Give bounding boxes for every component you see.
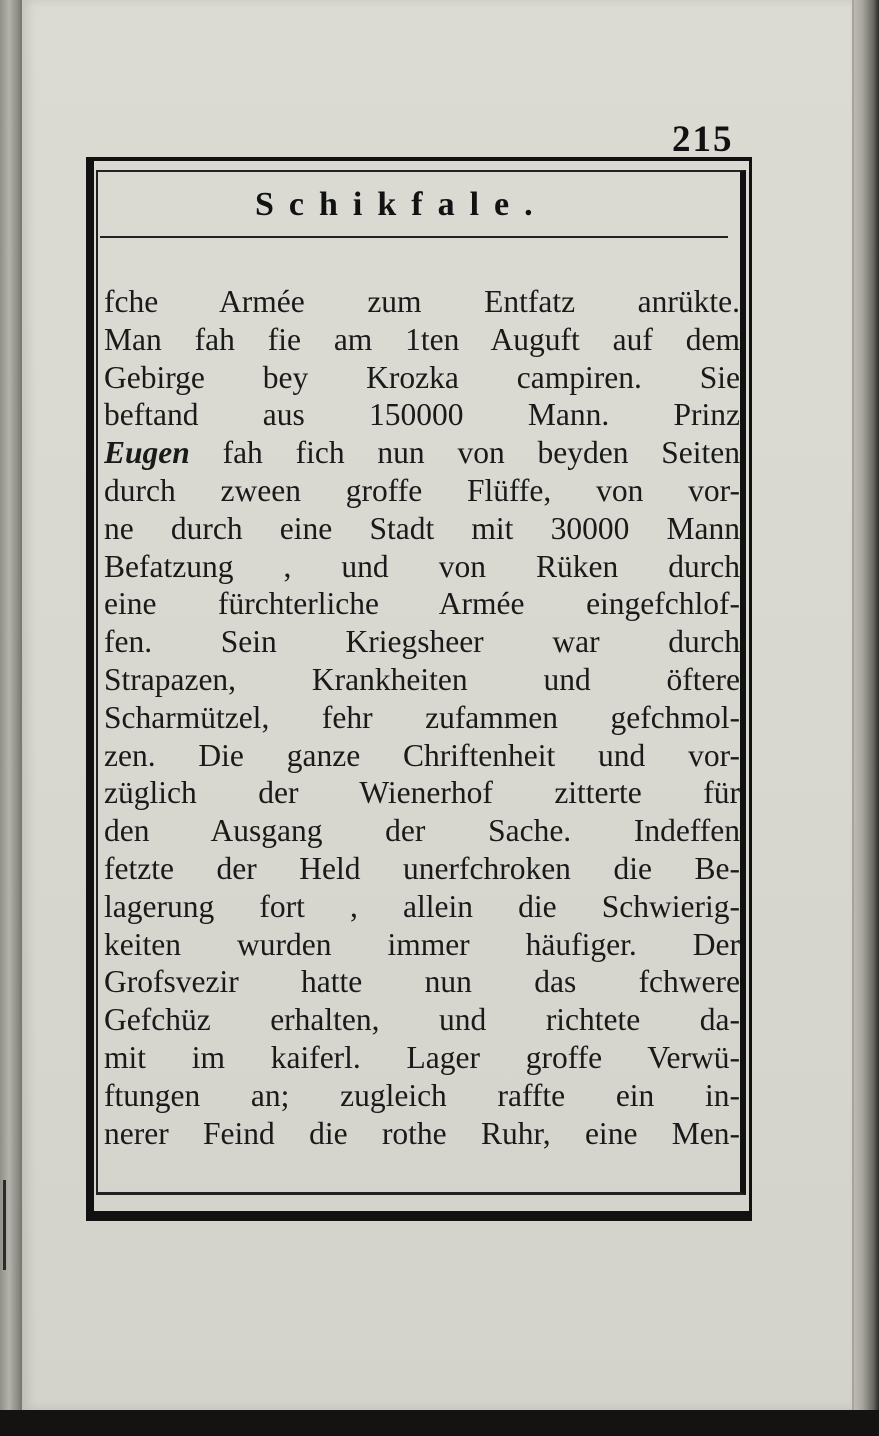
text-line: Man fah fie am 1ten Auguft auf dem [104, 321, 740, 357]
head-rule [100, 236, 728, 238]
text-line: Befatzung , und von Rüken durch [104, 548, 740, 584]
text-line: mit im kaiferl. Lager groffe Verwü- [104, 1039, 740, 1075]
text-line: Strapazen, Krankheiten und öftere [104, 661, 740, 697]
text-line: eine fürchterliche Armée eingefchlof- [104, 586, 740, 622]
page-number: 215 [672, 119, 734, 160]
text-line: ne durch eine Stadt mit 30000 Mann [104, 510, 740, 546]
body-text [104, 283, 740, 1152]
italic-name: Eugen [104, 435, 190, 471]
text-line: Gefchüz erhalten, und richtete da- [104, 1002, 740, 1038]
text-line: fen. Sein Kriegsheer war durch [104, 624, 740, 660]
text-line: lagerung fort , allein die Schwierig- [104, 888, 740, 924]
text-line: Gebirge bey Krozka campiren. Sie [104, 359, 740, 395]
text-line: Scharmützel, fehr zufammen gefchmol- [104, 699, 740, 735]
text-line: zen. Die ganze Chriftenheit und vor- [104, 737, 740, 773]
text-line: züglich der Wienerhof zitterte für [104, 775, 740, 811]
text-line: den Ausgang der Sache. Indeffen [104, 813, 740, 849]
edge-mark [3, 1180, 6, 1270]
text-line: fche Armée zum Entfatz anrükte. [104, 284, 740, 319]
text-line: keiten wurden immer häufiger. Der [104, 926, 740, 962]
running-head: Schikfale. [255, 186, 548, 223]
text-line [104, 434, 740, 472]
text-line: nerer Feind die rothe Ruhr, eine Men- [104, 1115, 740, 1151]
text-line: durch zween groffe Flüffe, von vor- [104, 472, 740, 508]
text-line: Grofsvezir hatte nun das fchwere [104, 964, 740, 1000]
text-line: beftand aus 150000 Mann. Prinz [104, 397, 740, 433]
text-line: fetzte der Held unerfchroken die Be- [104, 850, 740, 886]
text-line: ftungen an; zugleich raffte ein in- [104, 1077, 740, 1113]
page-bottom-shadow [0, 1410, 879, 1436]
text-line-rest: fah fich nun von beyden Seiten [189, 435, 740, 471]
